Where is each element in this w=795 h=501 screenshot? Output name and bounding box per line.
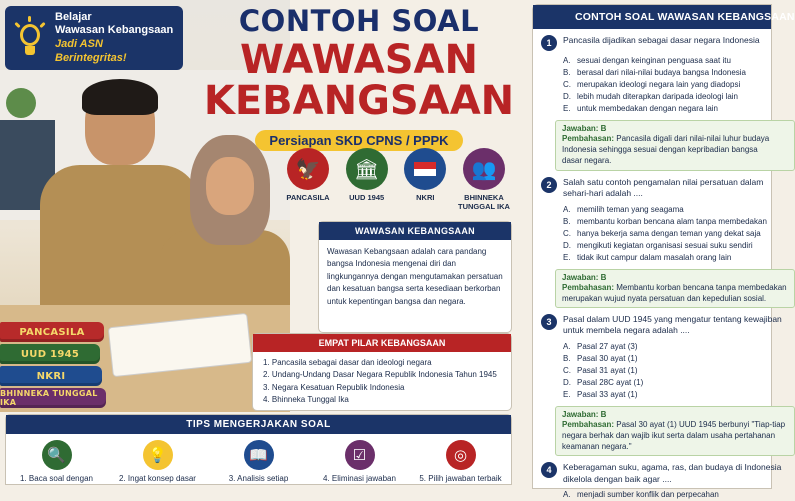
pillar-icons	[282, 148, 510, 211]
book-uud-1945: UUD 1945	[0, 344, 100, 364]
question-item	[533, 462, 782, 501]
wawasan-body: Wawasan Kebangsaan adalah cara pandang bangsa Indonesia mengenai diri dan lingkungannya dengan mengutamakan persatuan dan kesatuan bangsa serta kesediaan berkorban untuk kepentingan bangsa dan negara.	[327, 247, 503, 306]
pillar-label: PANCASILA	[286, 193, 330, 202]
tip-label: 2. Ingat konsep dasar	[119, 474, 196, 483]
question-text: Keberagaman suku, agama, ras, dan budaya di Indonesia	[563, 462, 782, 473]
answer-box	[555, 406, 795, 457]
pillar-label: UUD 1945	[349, 193, 385, 202]
flag-icon	[404, 148, 446, 190]
discussion-text: negara berhak dan wajib ikut serta dalam usaha pertahanan	[562, 431, 776, 440]
pillar-bhinneka	[458, 148, 510, 211]
question-item	[533, 35, 771, 171]
option-item: B. Pasal 30 ayat (1)	[563, 353, 638, 363]
question-text: dikelola dengan baik agar ....	[563, 473, 672, 484]
magnifier-icon: 🔍	[42, 440, 72, 470]
banner-line-3: Jadi ASN Berintegritas!	[55, 38, 127, 64]
pilar-item: 1. Pancasila sebagai dasar dan ideologi negara	[263, 358, 432, 367]
tips-section	[5, 414, 512, 485]
pillar-label: NKRI	[416, 193, 435, 202]
title-line-2: WAWASAN	[239, 37, 478, 83]
tip-label: 3. Analisis setiap	[228, 474, 289, 483]
answer-label: Jawaban: B	[562, 272, 607, 282]
pilar-item: 3. Negara Kesatuan Republik Indonesia	[263, 382, 405, 392]
discussion-text: Pembahasan: Membantu korban bencana tanpa membedakan	[562, 282, 787, 292]
pillar-nkri	[399, 148, 451, 211]
building-icon: 🏛	[346, 148, 388, 190]
question-text: sehari-hari adalah ....	[563, 188, 643, 199]
checklist-icon: ☑	[345, 440, 375, 470]
question-text: Pancasila dijadikan sebagai dasar negara Indonesia	[563, 35, 760, 45]
option-item: A. menjadi sumber konflik dan perpecahan	[563, 490, 719, 500]
question-number: 1	[541, 35, 557, 51]
option-item: D. Pasal 28C ayat (1)	[563, 377, 644, 387]
tip-item	[110, 440, 206, 483]
title-line-3: KEBANGSAAN	[203, 77, 515, 124]
option-item: C. merupakan ideologi negara lain yang diadopsi	[563, 80, 741, 89]
pillar-pancasila	[282, 148, 334, 211]
empat-pilar-heading: EMPAT PILAR KEBANGSAAN	[253, 334, 511, 352]
tip-item	[9, 440, 105, 483]
question-item	[533, 313, 786, 457]
tip-label: 5. Pilih jawaban terbaik	[419, 474, 502, 483]
tip-item	[413, 440, 509, 483]
question-number: 3	[541, 314, 557, 330]
book-stack	[0, 322, 110, 410]
option-item: A. Pasal 27 ayat (3)	[563, 341, 638, 351]
banner-line-2: Wawasan Kebangsaan	[55, 24, 174, 37]
option-item: B. membantu korban bencana alam tanpa membedakan	[563, 216, 767, 226]
answer-label: Jawaban: B	[562, 124, 607, 133]
lightbulb-icon	[13, 16, 47, 60]
option-item: E. untuk membedakan dengan negara lain	[563, 104, 718, 113]
question-text: untuk membela negara adalah ....	[563, 325, 690, 336]
option-item: D. lebih mudah diterapkan daripada ideologi lain	[563, 92, 739, 101]
pillar-label: BHINNEKA TUNGGAL IKA	[457, 193, 510, 211]
discussion-text: dasar negara.	[562, 156, 612, 166]
empat-pilar-box	[252, 333, 512, 411]
plant	[6, 88, 36, 118]
target-icon: ◎	[446, 440, 476, 470]
discussion-text: Pembahasan: Pancasila digali dari nilai-nilai luhur budaya	[562, 134, 770, 143]
pilar-item: 4. Bhinneka Tunggal Ika	[263, 395, 349, 405]
tips-heading: TIPS MENGERJAKAN SOAL	[6, 415, 511, 434]
tip-label: 1. Baca soal dengan	[20, 474, 93, 483]
question-text: Salah satu contoh pengamalan nilai persatuan dalam	[563, 176, 764, 187]
discussion-text: keamanan negara."	[562, 442, 632, 452]
female-student	[160, 135, 290, 325]
discussion-text: merupakan wujud nyata persatuan dan kepedulian sosial.	[562, 293, 767, 303]
option-item: E. tidak ikut campur dalam masalah orang lain	[563, 252, 732, 262]
book-nkri: NKRI	[0, 366, 102, 386]
title-line-1: CONTOH SOAL	[238, 4, 480, 38]
book-bhinneka: BHINNEKA TUNGGAL IKA	[0, 388, 106, 408]
question-text: Pasal dalam UUD 1945 yang mengatur tentang kewajiban	[563, 313, 782, 324]
answer-label: Jawaban: B	[562, 409, 607, 419]
questions-panel	[532, 4, 795, 500]
book-pancasila: PANCASILA	[0, 322, 104, 342]
pilar-item: 2. Undang-Undang Dasar Negara Republik Indonesia Tahun 1945	[263, 370, 497, 380]
question-item	[533, 176, 787, 308]
option-item: A. memilih teman yang seagama	[563, 204, 684, 214]
option-item: C. hanya bekerja sama dengan teman yang dekat saja	[563, 228, 761, 238]
banner-line-1: Belajar	[55, 10, 92, 23]
subtitle-badge: Persiapan SKD CPNS / PPPK	[255, 130, 462, 151]
promo-banner	[5, 6, 183, 70]
garuda-icon: 🦅	[287, 148, 329, 190]
discussion-text: Pembahasan: Pasal 30 ayat (1) UUD 1945 berbunyi "Tiap-tiap	[562, 419, 786, 429]
option-item: E. Pasal 33 ayat (1)	[563, 389, 638, 399]
people-icon: 👥	[463, 148, 505, 190]
pillar-uud-1945	[341, 148, 393, 211]
lightbulb-icon: 💡	[143, 440, 173, 470]
option-item: B. berasal dari nilai-nilai budaya bangsa Indonesia	[563, 68, 747, 77]
answer-box	[555, 269, 795, 308]
question-number: 4	[541, 462, 557, 478]
page-title	[190, 4, 528, 151]
option-item: D. mengikuti kegiatan organisasi sesuai suku sendiri	[563, 240, 753, 250]
discussion-text: Indonesia sehingga sesuai dengan kepribadian bangsa	[562, 145, 758, 155]
tip-label: 4. Eliminasi jawaban	[323, 474, 396, 483]
question-number: 2	[541, 177, 557, 193]
tip-item	[211, 440, 307, 483]
wawasan-definition-box	[318, 221, 512, 333]
wawasan-heading: WAWASAN KEBANGSAAN	[319, 222, 511, 240]
answer-box	[555, 120, 795, 171]
option-item: A. sesuai dengan keinginan penguasa saat itu	[563, 56, 731, 65]
book-icon: 📖	[244, 440, 274, 470]
option-item: C. Pasal 31 ayat (1)	[563, 365, 638, 375]
questions-heading: CONTOH SOAL WAWASAN KEBANGSAAN	[533, 5, 771, 29]
tip-item	[312, 440, 408, 483]
